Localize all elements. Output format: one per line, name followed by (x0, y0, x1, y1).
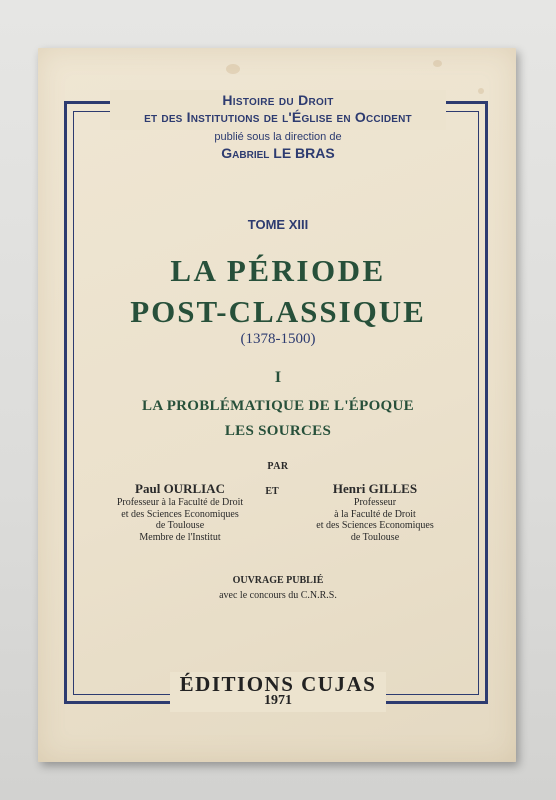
volume-title-line2: LES SOURCES (224, 423, 332, 439)
title-dates: (1378-1500) (240, 331, 316, 347)
publisher-name: ÉDITIONS CUJAS (179, 672, 377, 696)
author-affiliation-line: à la Faculté de Droit (334, 508, 416, 520)
author-affiliation-line: Membre de l'Institut (139, 531, 221, 543)
publication-note-line2: avec le concours du C.N.R.S. (219, 590, 337, 601)
author-name: Paul OURLIAC (135, 481, 225, 496)
series-direction: publié sous la direction de (214, 131, 342, 143)
series-director: Gabriel LE BRAS (221, 145, 335, 161)
author-affiliation-line: et des Sciences Economiques (121, 508, 239, 520)
author-name: Henri GILLES (332, 481, 418, 496)
title-line2: POST-CLASSIQUE (130, 294, 426, 329)
publication-year: 1971 (264, 693, 292, 708)
and-label: ET (265, 486, 279, 497)
author-affiliation-line: Professeur (353, 497, 397, 508)
title-line1: LA PÉRIODE (170, 253, 386, 288)
volume-number: I (274, 369, 282, 386)
stain (433, 60, 442, 67)
author-affiliation-line: de Toulouse (155, 520, 205, 531)
stain (226, 64, 240, 74)
author-affiliation-line: de Toulouse (350, 531, 400, 543)
author-affiliation-line: et des Sciences Economiques (316, 520, 434, 531)
by-label: PAR (267, 461, 289, 472)
volume-title-line1: LA PROBLÉMATIQUE DE L'ÉPOQUE (142, 398, 414, 414)
series-title-line1: Histoire du Droit (222, 92, 334, 108)
series-title-line2: et des Institutions de l'Église en Occident (144, 109, 412, 125)
publication-note-line1: OUVRAGE PUBLIÉ (232, 575, 324, 586)
author-block-2 (290, 481, 460, 543)
tome-number: TOME XIII (247, 217, 309, 232)
author-affiliation-line: Professeur à la Faculté de Droit (116, 497, 244, 508)
